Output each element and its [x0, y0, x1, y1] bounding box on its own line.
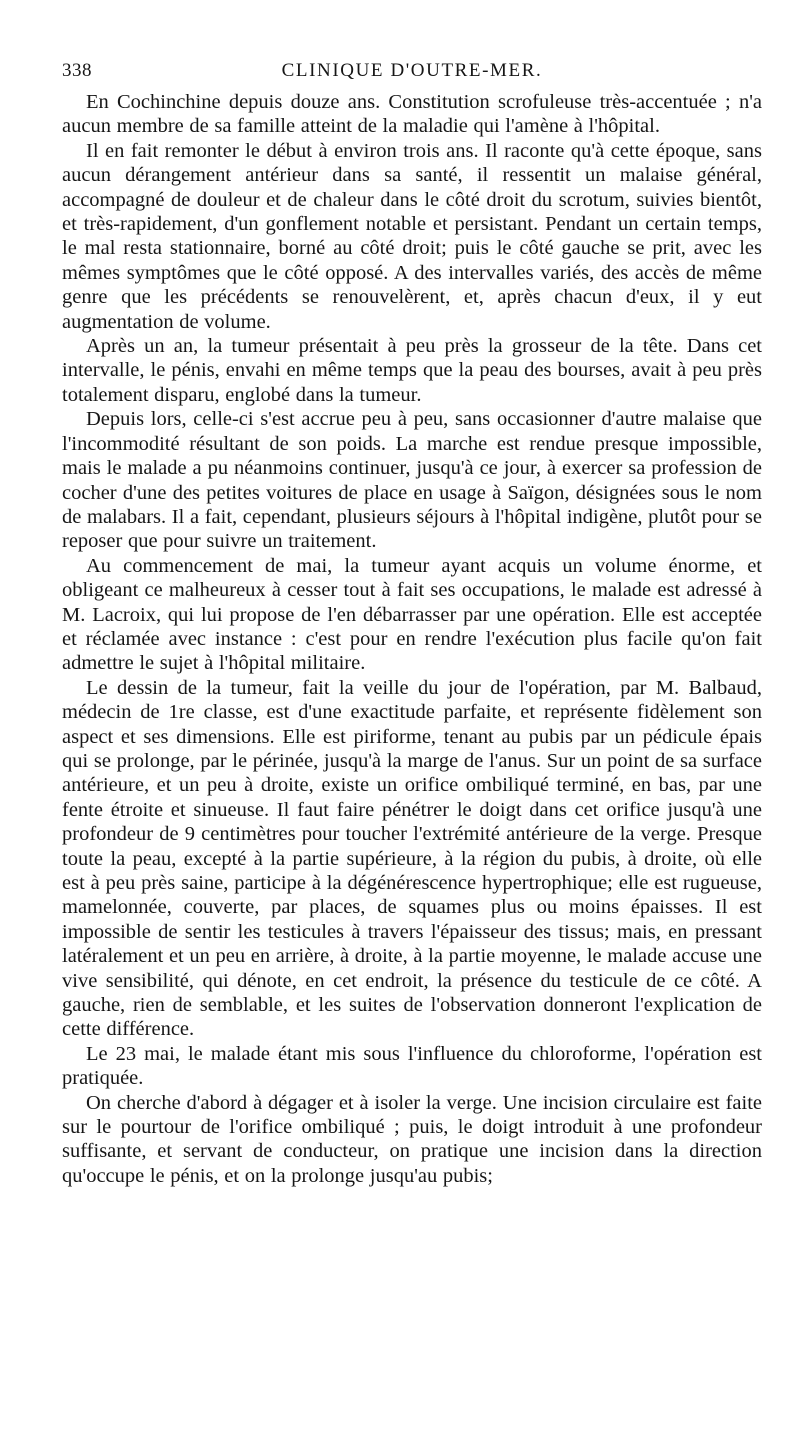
- paragraph-7: Le 23 mai, le malade étant mis sous l'influence du chloroforme, l'opération est pratiquée.: [62, 1042, 762, 1090]
- page-header: [62, 60, 762, 86]
- paragraph-8: On cherche d'abord à dégager et à isoler la verge. Une incision circulaire est faite sur le pourtour de l'orifice ombiliqué ; puis, le doigt introduit à une profondeur suffisante, et servant de conducteur, on pratique une incision dans la direction qu'occupe le pénis, et on la prolonge jusqu'au pubis;: [62, 1091, 762, 1187]
- paragraph-4: Depuis lors, celle-ci s'est accrue peu à peu, sans occasionner d'autre malaise que l'incommodité résultant de son poids. La marche est rendue presque impossible, mais le malade a pu néanmoins continuer, jusqu'à ce jour, à exercer sa profession de cocher d'une des petites voitures de place en usage à Saïgon, désignées sous le nom de malabars. Il a fait, cependant, plusieurs séjours à l'hôpital indigène, plutôt pour se reposer que pour suivre un traitement.: [62, 408, 762, 553]
- page-number: 338: [62, 60, 92, 81]
- paragraph-5: Au commencement de mai, la tumeur ayant acquis un volume énorme, et obligeant ce malheureux à cesser tout à fait ses occupations, le malade est adressé à M. Lacroix, qui lui propose de l'en débarrasser par une opération. Elle est acceptée et réclamée avec instance : c'est pour en rendre l'exécution plus facile qu'on fait admettre le sujet à l'hôpital militaire.: [62, 554, 762, 675]
- paragraph-6: Le dessin de la tumeur, fait la veille du jour de l'opération, par M. Balbaud, médecin de 1re classe, est d'une exactitude parfaite, et représente fidèlement son aspect et ses dimensions. Elle est piriforme, tenant au pubis par un pédicule épais qui se prolonge, par le périnée, jusqu'à la marge de l'anus. Sur un point de sa surface antérieure, et un peu à droite, existe un orifice ombiliqué terminé, en bas, par une fente étroite et sinueuse. Il faut faire pénétrer le doigt dans cet orifice jusqu'à une profondeur de 9 centimètres pour toucher l'extrémité antérieure de la verge. Presque toute la peau, excepté à la partie supérieure, à la région du pubis, à droite, où elle est à peu près saine, participe à la dégénérescence hypertrophique; elle est rugueuse, mamelonnée, couverte, par places, de squames plus ou moins épaisses. Il est impossible de sentir les testicules à travers l'épaisseur des tissus; mais, en pressant latéralement et un peu en arrière, à droite, à la partie moyenne, le malade accuse une vive sensibilité, qui dénote, en cet endroit, la présence du testicule de ce côté. A gauche, rien de semblable, et les suites de l'observation donneront l'explication de cette différence.: [62, 676, 762, 1041]
- paragraph-2: Il en fait remonter le début à environ trois ans. Il raconte qu'à cette époque, sans aucun dérangement antérieur dans sa santé, il ressentit un malaise général, accompagné de douleur et de chaleur dans le côté droit du scrotum, suivies bientôt, et très-rapidement, d'un gonflement notable et persistant. Pendant un certain temps, le mal resta stationnaire, borné au côté droit; puis le côté gauche se prit, avec les mêmes symptômes que le côté opposé. A des intervalles variés, des accès de même genre que les précédents se renouvelèrent, et, après chacun d'eux, il y eut augmentation de volume.: [62, 139, 762, 333]
- running-title: CLINIQUE D'OUTRE-MER.: [281, 60, 543, 81]
- body-text: [62, 90, 762, 1188]
- paragraph-1: En Cochinchine depuis douze ans. Constitution scrofuleuse très-accentuée ; n'a aucun membre de sa famille atteint de la maladie qui l'amène à l'hôpital.: [62, 91, 762, 138]
- paragraph-3: Après un an, la tumeur présentait à peu près la grosseur de la tête. Dans cet intervalle, le pénis, envahi en même temps que la peau des bourses, avait à peu près totalement disparu, englobé dans la tumeur.: [62, 335, 762, 406]
